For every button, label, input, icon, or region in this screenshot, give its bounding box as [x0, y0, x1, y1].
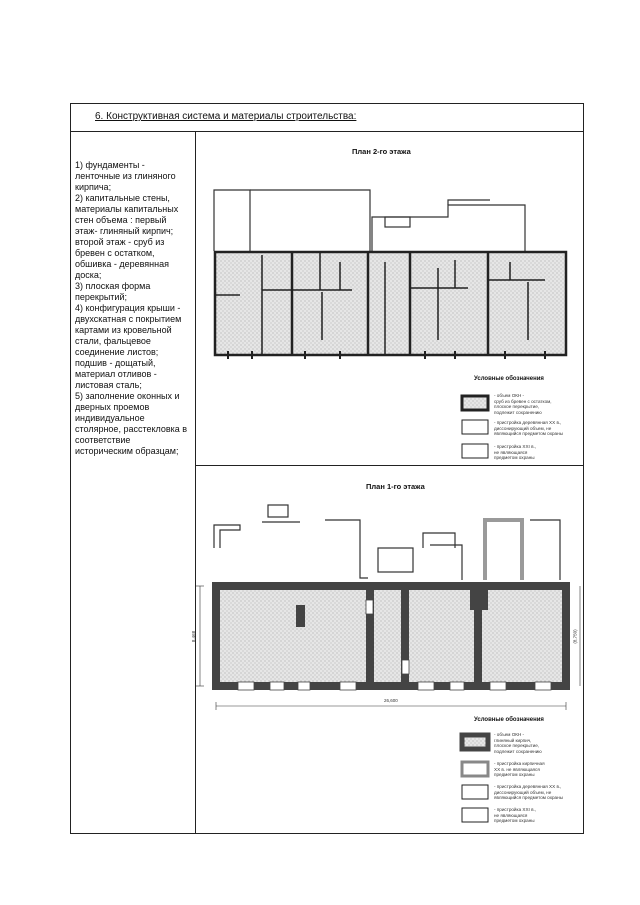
plan-1-title: План 1-го этажа: [366, 482, 425, 491]
plan-2-legend-item-2: - пристройка деревянная XX в., диссонирующий объем, не являющийся предметом охраны: [494, 420, 563, 437]
plan-1-right-dimension: (8,750): [572, 629, 578, 644]
plan-2-title: План 2-го этажа: [352, 147, 411, 156]
plan-1-main-body: [216, 586, 566, 686]
construction-description: 1) фундаменты - ленточные из глиняного кирпича; 2) капитальные стены, материалы капитальных стен объема : первый этаж- глиняный кирпич; второй этаж - сруб из бревен с остатком, обшивка - деревянная доска; 3) плоская форма перекрытий; 4) конфигурация крыши - двухскатная с покрытием картами из кровельной стали, фальцевое соединение листов; подшив - дощатый, материал отливов - листовая сталь; 5) заполнение оконных и дверных проемов индивидуальное столярное, расстекловка в соответствие историческим образцам;: [75, 160, 188, 456]
plan-1-legend-item-1: - объем ОКН - глиняный кирпич, плоское перекрытие, подлежит сохранению: [494, 732, 542, 754]
section-title: 6. Конструктивная система и материалы строительства:: [95, 111, 357, 122]
plan-2-legend-title: Условные обозначения: [474, 376, 544, 382]
plan-1-legend-title: Условные обозначения: [474, 717, 544, 723]
plan-1-legend-item-4: - пристройка XXI в., не являющаяся предметом охраны: [494, 807, 537, 824]
plan-1-legend-item-2: - пристройка кирпичная XX в. не являющаяся предметом охраны: [494, 761, 545, 778]
plan-2-legend-item-1: - объем ОКН - сруб из бревен с остатком, плоское перекрытие, подлежит сохранению: [494, 393, 552, 415]
plan-1-width-dimension: 26,600: [384, 698, 398, 703]
plan-1-legend-item-3: - пристройка деревянная XX в., диссонирующий объем, не являющийся предметом охраны: [494, 784, 563, 801]
plan-1-left-dimension: 8,468: [191, 630, 197, 643]
plan-2-legend-item-3: - пристройка XXI в., не являющаяся предметом охраны: [494, 444, 537, 461]
